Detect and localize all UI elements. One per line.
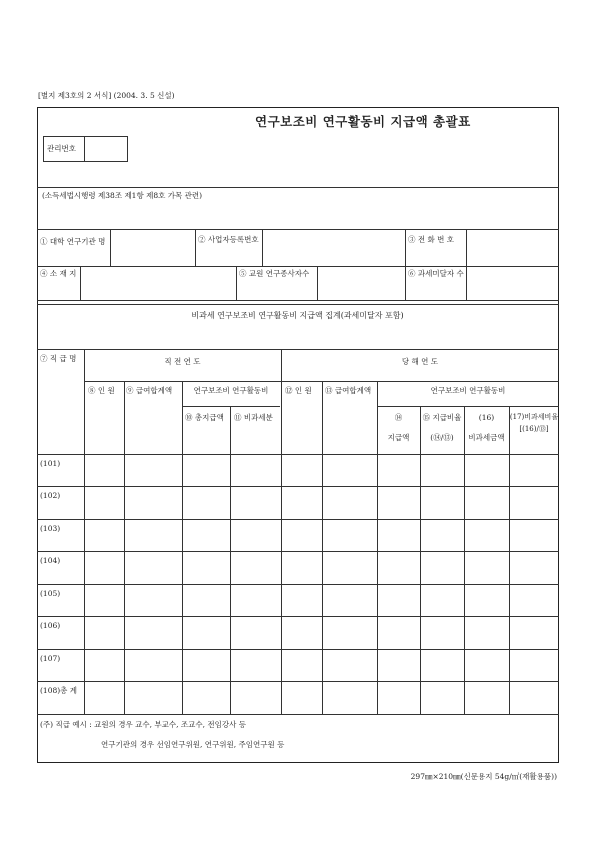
curr-totalpay-header: ⑬ 급여합계액 bbox=[325, 386, 372, 395]
row-label: (102) bbox=[40, 491, 61, 500]
curr-paid-header: 지급액 bbox=[387, 433, 410, 442]
bizno-field[interactable] bbox=[263, 230, 404, 265]
curr-year-header: 당 해 연 도 bbox=[401, 357, 439, 366]
note-line-1: (주) 직급 예시 : 교원의 경우 교수, 부교수, 조교수, 전임강사 등 bbox=[40, 720, 247, 729]
phone-label: ③ 전 화 번 호 bbox=[408, 235, 455, 244]
form-title: 연구보조비 연구활동비 지급액 총괄표 bbox=[255, 114, 471, 129]
row-label: (106) bbox=[40, 621, 61, 630]
row-label: (104) bbox=[40, 556, 61, 565]
staff-field[interactable] bbox=[318, 267, 404, 299]
univ-label: ① 대학 연구기관 명 bbox=[40, 237, 106, 246]
curr-ratio-formula: (⑭/⑬) bbox=[430, 433, 454, 442]
curr-paid-num: ⑭ bbox=[394, 413, 403, 422]
management-number-label: 관리번호 bbox=[47, 144, 76, 153]
prev-count-header: ⑧ 인 원 bbox=[88, 386, 115, 395]
address-label: ④ 소 재 지 bbox=[40, 269, 77, 278]
phone-field[interactable] bbox=[467, 230, 557, 265]
row-label: (105) bbox=[40, 589, 61, 598]
staff-label: ⑤ 교원 연구종사자수 bbox=[239, 269, 310, 278]
legal-basis: (소득세법시행령 제38조 제1항 제8호 가목 관련) bbox=[42, 191, 203, 200]
row-label: (107) bbox=[40, 654, 61, 663]
curr-count-header: ⑫ 인 원 bbox=[285, 386, 312, 395]
paper-spec: 297㎜×210㎜(신문용지 54g/㎡(재활용품)) bbox=[410, 772, 557, 781]
curr-nontax-ratio-formula: [(16)/⑬] bbox=[519, 425, 549, 433]
note-line-2: 연구기관의 경우 선임연구위원, 연구위원, 주임연구원 등 bbox=[101, 740, 285, 749]
curr-nontax-ratio-header: (17)비과세비율 bbox=[509, 413, 559, 421]
row-label-total: (108)총 계 bbox=[40, 686, 78, 695]
univ-field[interactable] bbox=[111, 230, 194, 265]
curr-research-header: 연구보조비 연구활동비 bbox=[430, 386, 506, 395]
nontax-label: ⑥ 과세미달자 수 bbox=[408, 269, 464, 278]
prev-research-header: 연구보조비 연구활동비 bbox=[193, 386, 269, 395]
row-label: (103) bbox=[40, 524, 61, 533]
rank-header: ⑦ 직 급 명 bbox=[40, 354, 77, 363]
row-label: (101) bbox=[40, 459, 61, 468]
section-title: 비과세 연구보조비 연구활동비 지급액 집계(과세미달자 포함) bbox=[191, 311, 404, 320]
address-field[interactable] bbox=[81, 267, 235, 299]
prev-paid-header: ⑩ 총지급액 bbox=[185, 413, 224, 422]
curr-nontax-num: (16) bbox=[478, 413, 495, 422]
nontax-field[interactable] bbox=[467, 267, 557, 299]
prev-year-header: 직 전 연 도 bbox=[164, 357, 201, 366]
prev-totalpay-header: ⑨ 급여합계액 bbox=[126, 386, 173, 395]
curr-nontax-header: 비과세금액 bbox=[468, 433, 505, 442]
curr-ratio-header: ⑮ 지급비율 bbox=[422, 413, 462, 422]
prev-nontax-header: ⑪ 비과세분 bbox=[234, 413, 273, 422]
form-header: [별지 제3호의 2 서식] (2004. 3. 5 신설) bbox=[38, 91, 175, 100]
management-number-field[interactable] bbox=[85, 137, 127, 161]
bizno-label: ② 사업자등록번호 bbox=[198, 235, 259, 244]
